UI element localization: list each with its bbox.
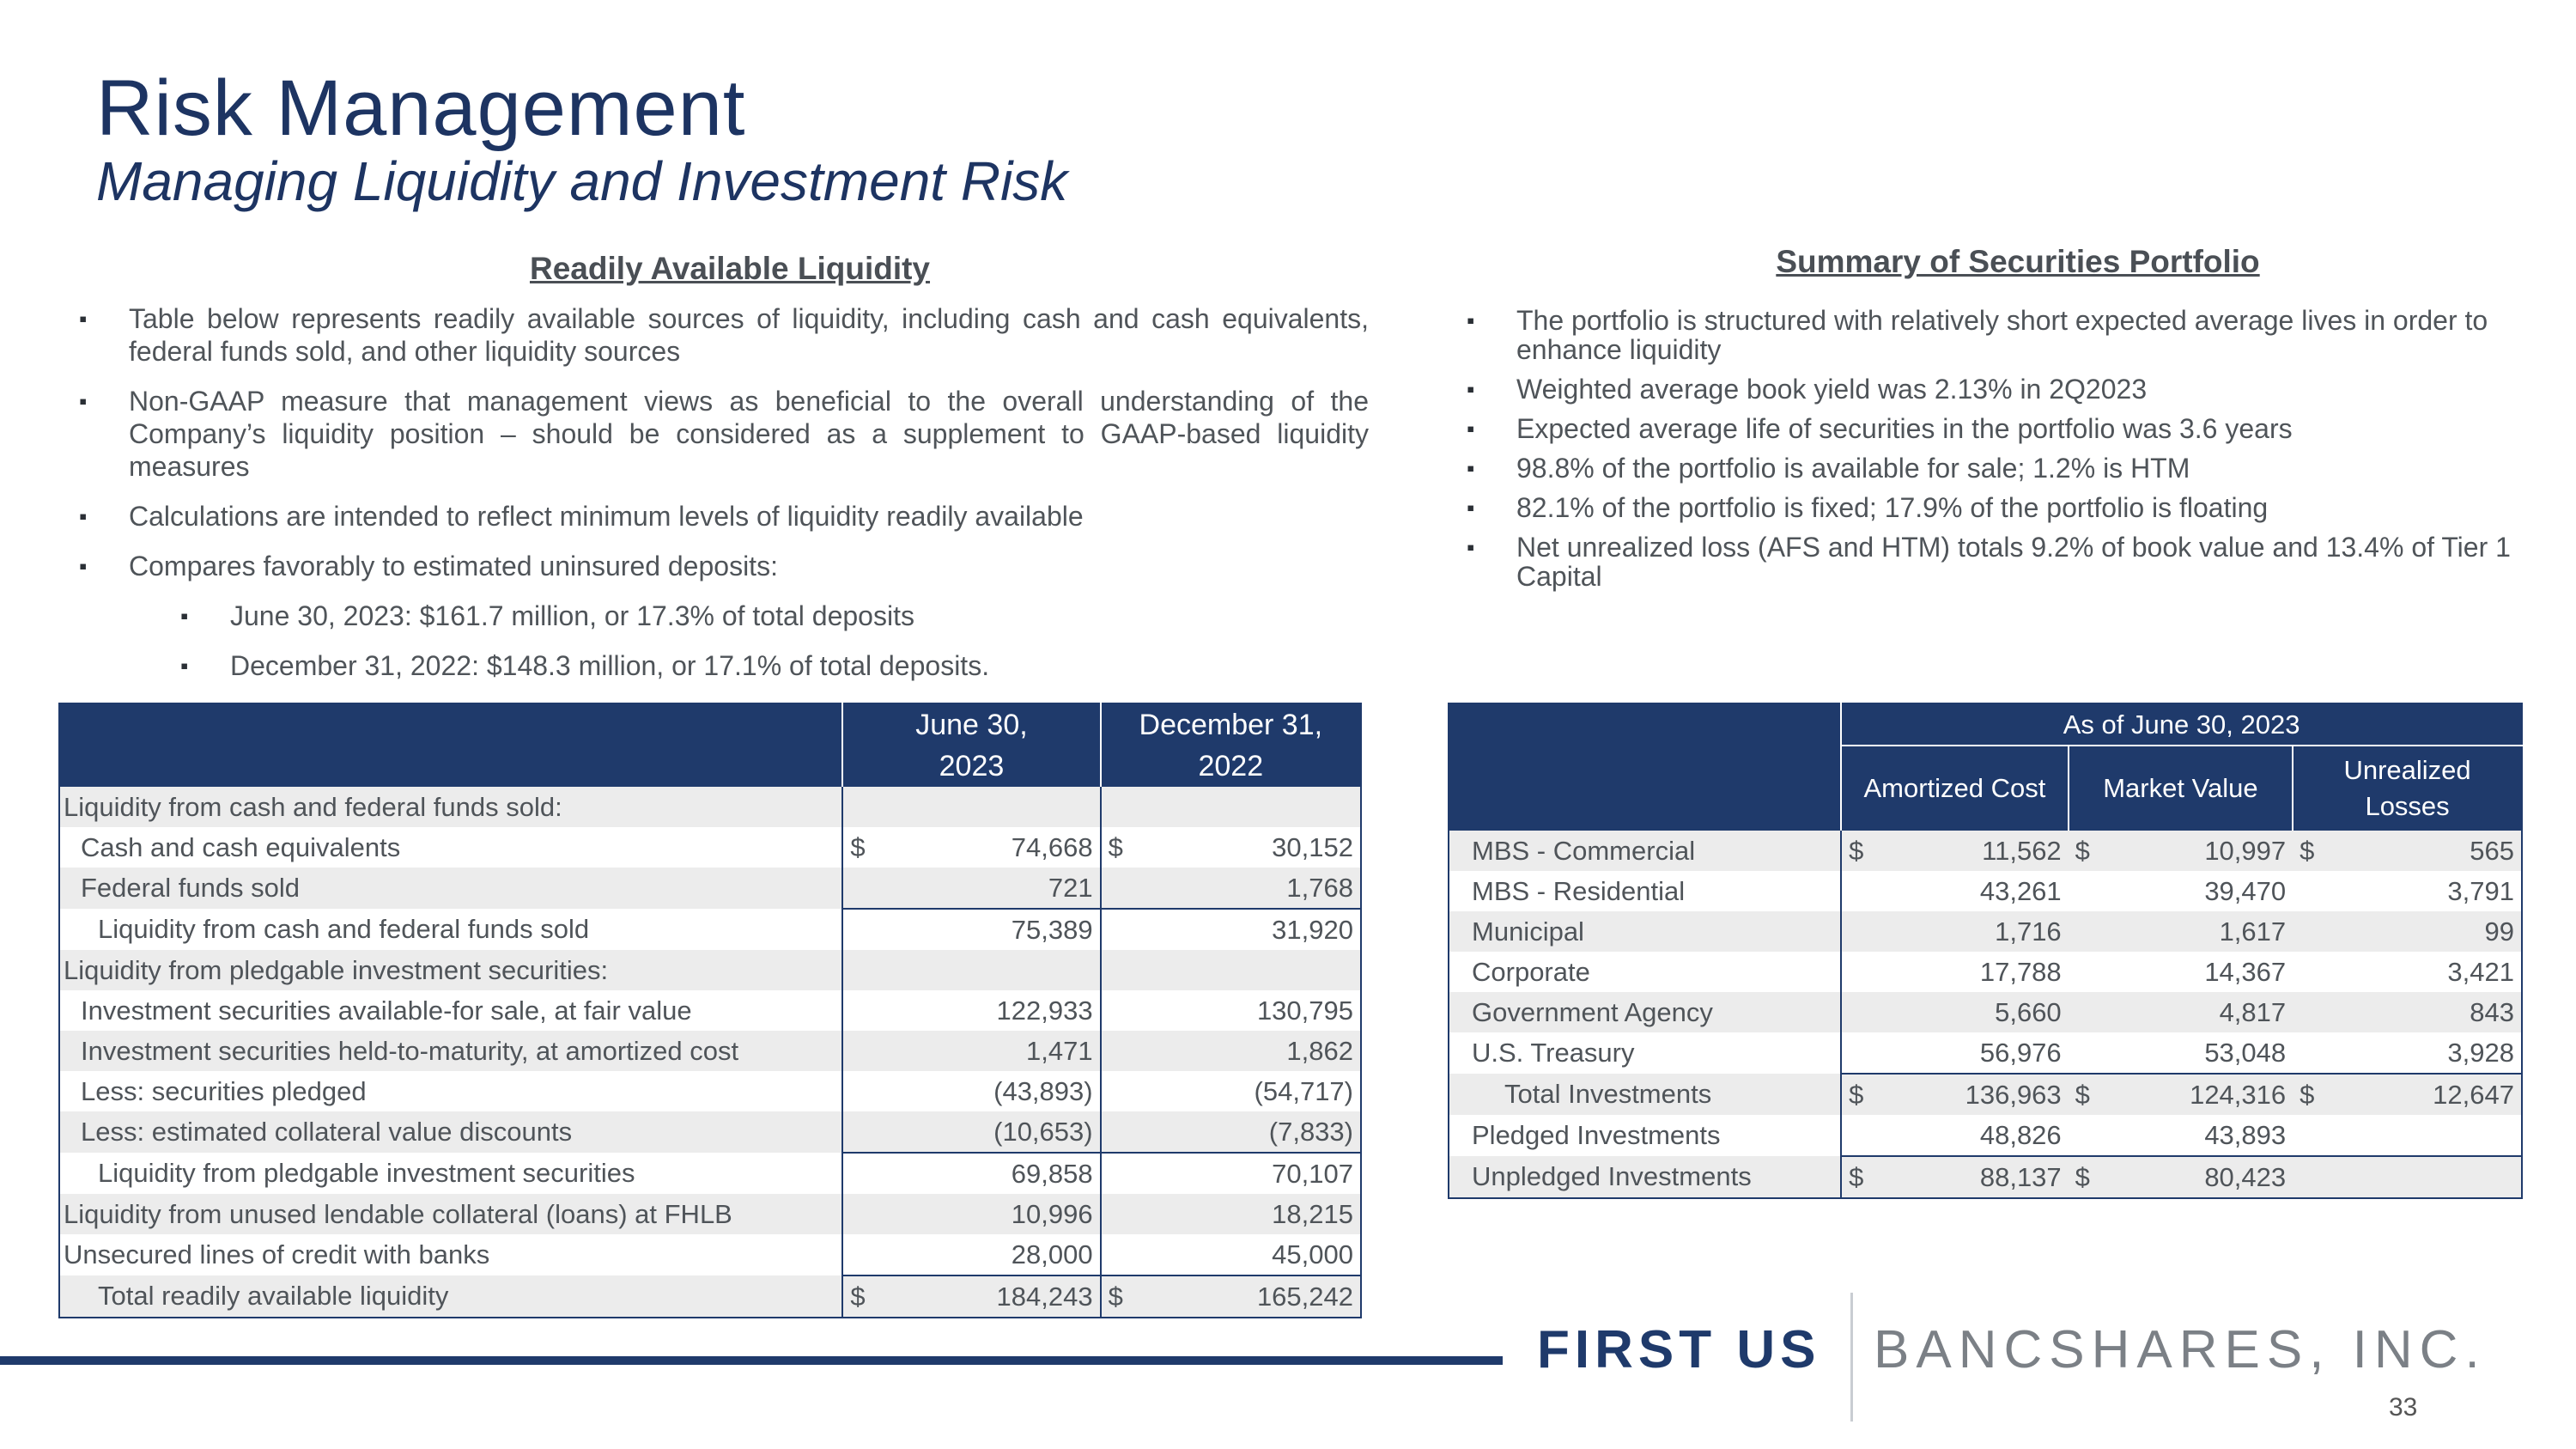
- securities-bullet: ▪ Expected average life of securities in the portfolio was 3.6 years: [1449, 414, 2549, 443]
- liquidity-table-corner: [59, 703, 842, 787]
- liquidity-sub-bullet: ▪ December 31, 2022: $148.3 million, or 17.1% of total deposits.: [62, 649, 1369, 682]
- table-row: Unsecured lines of credit with banks 28,000 45,000: [59, 1234, 1361, 1275]
- footer-rule: [0, 1356, 1503, 1365]
- table-row: Pledged Investments 48,826 43,893: [1449, 1115, 2522, 1156]
- liquidity-col-jun2023: June 30, 2023: [842, 703, 1100, 787]
- securities-bullet: ▪ The portfolio is structured with relatively short expected average lives in order to enhance liquidity: [1449, 306, 2549, 364]
- table-row: Liquidity from unused lendable collateral (loans) at FHLB 10,996 18,215: [59, 1194, 1361, 1234]
- table-row: Investment securities available-for sale, at fair value 122,933 130,795: [59, 990, 1361, 1031]
- table-row: Government Agency 5,660 4,817 843: [1449, 992, 2522, 1032]
- liquidity-bullet: ▪ Compares favorably to estimated uninsured deposits:: [62, 550, 1369, 582]
- liquidity-table: [58, 703, 1362, 1318]
- page-title: Risk Management: [96, 64, 746, 152]
- page-number: 33: [2389, 1393, 2418, 1422]
- table-row: Liquidity from pledgable investment securities:: [59, 950, 1361, 990]
- table-row: U.S. Treasury 56,976 53,048 3,928: [1449, 1032, 2522, 1074]
- table-row: Corporate 17,788 14,367 3,421: [1449, 952, 2522, 992]
- securities-col-unrealized: Unrealized Losses: [2293, 746, 2522, 831]
- table-row: Liquidity from pledgable investment securities 69,858 70,107: [59, 1153, 1361, 1194]
- table-row: Less: securities pledged (43,893) (54,717): [59, 1071, 1361, 1111]
- table-row: Liquidity from cash and federal funds sold:: [59, 787, 1361, 827]
- securities-bullet: ▪ 82.1% of the portfolio is fixed; 17.9% of the portfolio is floating: [1449, 493, 2549, 522]
- table-row: Total readily available liquidity $ 184,243 $ 165,242: [59, 1275, 1361, 1318]
- table-row: Total Investments $ 136,963 $ 124,316 $ 12,647: [1449, 1074, 2522, 1115]
- table-row: MBS - Commercial $ 11,562 $ 10,997 $ 565: [1449, 831, 2522, 871]
- securities-bullet: ▪ 98.8% of the portfolio is available for sale; 1.2% is HTM: [1449, 454, 2549, 483]
- securities-table-corner: [1449, 703, 1841, 831]
- table-row: Municipal 1,716 1,617 99: [1449, 911, 2522, 952]
- liquidity-bullet: ▪ Calculations are intended to reflect minimum levels of liquidity readily available: [62, 500, 1369, 533]
- table-row: Liquidity from cash and federal funds sold 75,389 31,920: [59, 909, 1361, 950]
- table-row: Investment securities held-to-maturity, at amortized cost 1,471 1,862: [59, 1031, 1361, 1071]
- securities-col-amortized: Amortized Cost: [1841, 746, 2069, 831]
- liquidity-sub-bullet: ▪ June 30, 2023: $161.7 million, or 17.3% of total deposits: [62, 600, 1369, 632]
- securities-heading: Summary of Securities Portfolio: [1776, 244, 2260, 279]
- brand-divider: [1850, 1293, 1853, 1422]
- liquidity-bullets: [62, 302, 1369, 699]
- table-row: MBS - Residential 43,261 39,470 3,791: [1449, 871, 2522, 911]
- brand-logo-rest: BANCSHARES, INC.: [1874, 1320, 2487, 1379]
- table-row: Less: estimated collateral value discounts (10,653) (7,833): [59, 1111, 1361, 1153]
- securities-group-header: As of June 30, 2023: [1841, 703, 2522, 746]
- page-subtitle: Managing Liquidity and Investment Risk: [96, 150, 1068, 212]
- securities-bullet: ▪ Weighted average book yield was 2.13% in 2Q2023: [1449, 374, 2549, 404]
- securities-bullets: [1449, 306, 2549, 601]
- brand-logo-bold: FIRST US: [1537, 1320, 1821, 1379]
- liquidity-bullet: ▪ Table below represents readily available sources of liquidity, including cash and cash equivalents, federal funds sold, and other liquidity sources: [62, 302, 1369, 368]
- liquidity-bullet: ▪ Non-GAAP measure that management views as beneficial to the overall understanding of the Company’s liquidity position – should be considered as a supplement to GAAP-based liquidity measures: [62, 385, 1369, 483]
- liquidity-heading: Readily Available Liquidity: [529, 251, 931, 286]
- securities-bullet: ▪ Net unrealized loss (AFS and HTM) totals 9.2% of book value and 13.4% of Tier 1 Capital: [1449, 533, 2549, 591]
- securities-col-market: Market Value: [2069, 746, 2293, 831]
- securities-table: [1448, 703, 2523, 1199]
- table-row: Unpledged Investments $ 88,137 $ 80,423: [1449, 1156, 2522, 1198]
- table-row: Cash and cash equivalents $ 74,668 $ 30,152: [59, 827, 1361, 868]
- liquidity-col-dec2022: December 31, 2022: [1101, 703, 1361, 787]
- table-row: Federal funds sold 721 1,768: [59, 868, 1361, 909]
